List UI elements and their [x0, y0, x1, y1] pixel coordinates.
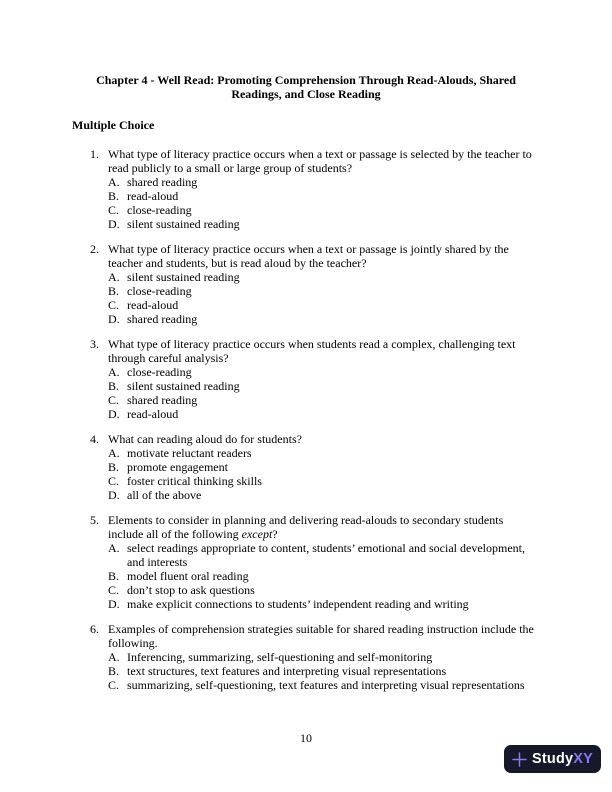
option-text: foster critical thinking skills: [127, 474, 262, 488]
option-text: read-aloud: [127, 189, 179, 203]
studyxy-logo: [504, 745, 601, 773]
brand-prefix: Study: [531, 751, 574, 767]
option-letter: B.: [108, 664, 120, 678]
option-text: silent sustained reading: [127, 379, 240, 393]
option-letter: C.: [108, 203, 120, 217]
question-number: 6.: [90, 622, 99, 636]
option-text: read-aloud: [127, 298, 179, 312]
option-letter: D.: [108, 597, 120, 611]
question-4: [72, 432, 540, 502]
question-number: 5.: [90, 513, 99, 527]
question-2-option-C: [108, 298, 540, 312]
question-2: [72, 242, 540, 326]
option-letter: D.: [108, 407, 120, 421]
option-text: close-reading: [127, 203, 192, 217]
question-text: [108, 622, 540, 650]
question-5-option-D: [108, 597, 540, 611]
question-text-segment: What can reading aloud do for students?: [108, 432, 302, 446]
question-1-option-A: [108, 175, 540, 189]
question-text-segment: What type of literacy practice occurs when a text or passage is jointly shared by the teacher and students, but is read aloud by the teacher?: [108, 242, 509, 270]
option-text: make explicit connections to students’ independent reading and writing: [127, 597, 469, 611]
question-text: [108, 242, 540, 270]
question-3-option-A: [108, 365, 540, 379]
question-2-option-A: [108, 270, 540, 284]
question-4-option-A: [108, 446, 540, 460]
option-text: read-aloud: [127, 407, 179, 421]
question-text-segment: ?: [272, 527, 278, 541]
section-heading: Multiple Choice: [72, 118, 155, 132]
question-4-option-C: [108, 474, 540, 488]
question-4-option-D: [108, 488, 540, 502]
question-6-option-B: [108, 664, 540, 678]
option-text: don’t stop to ask questions: [127, 583, 255, 597]
option-letter: A.: [108, 270, 120, 284]
option-text: promote engagement: [127, 460, 228, 474]
question-4-text-row: [72, 432, 540, 446]
option-letter: D.: [108, 312, 120, 326]
question-5-option-A: [108, 541, 540, 569]
question-2-option-D: [108, 312, 540, 326]
option-text: shared reading: [127, 175, 198, 189]
question-text-segment: Elements to consider in planning and delivering read-alouds to secondary students include all of the following: [108, 513, 504, 541]
plus-icon: [512, 752, 527, 767]
brand-suffix: XY: [573, 751, 594, 767]
option-text: silent sustained reading: [127, 270, 240, 284]
option-text: text structures, text features and interpreting visual representations: [127, 664, 447, 678]
brand-wordmark: [532, 751, 593, 767]
option-letter: B.: [108, 460, 120, 474]
question-5-text-row: [72, 513, 540, 541]
option-letter: D.: [108, 217, 120, 231]
question-1: [72, 147, 540, 231]
document-title: Chapter 4 - Well Read: Promoting Comprehension Through Read-Alouds, Shared Readings, and Close Reading: [96, 73, 516, 101]
option-letter: C.: [108, 393, 120, 407]
option-text: shared reading: [127, 393, 198, 407]
question-6: [72, 622, 540, 692]
question-6-option-C: [108, 678, 540, 692]
question-3-option-B: [108, 379, 540, 393]
question-text: [108, 147, 540, 175]
question-number: 2.: [90, 242, 99, 256]
question-1-option-C: [108, 203, 540, 217]
question-text: [108, 432, 540, 446]
option-letter: A.: [108, 446, 120, 460]
option-text: Inferencing, summarizing, self-questioning and self-monitoring: [127, 650, 433, 664]
question-2-option-B: [108, 284, 540, 298]
question-text: [108, 337, 540, 365]
question-4-option-B: [108, 460, 540, 474]
option-letter: C.: [108, 298, 120, 312]
option-letter: B.: [108, 569, 120, 583]
question-text-segment: What type of literacy practice occurs when a text or passage is selected by the teacher to read publicly to a small or large group of students?: [108, 147, 532, 175]
option-text: summarizing, self-questioning, text features and interpreting visual representations: [127, 678, 525, 692]
question-number: 3.: [90, 337, 99, 351]
question-1-text-row: [72, 147, 540, 175]
option-text: close-reading: [127, 284, 192, 298]
question-text-italic-segment: except: [241, 527, 273, 541]
option-letter: A.: [108, 175, 120, 189]
question-3-option-C: [108, 393, 540, 407]
page-number: 10: [300, 731, 312, 745]
option-letter: B.: [108, 379, 120, 393]
question-text-segment: Examples of comprehension strategies suitable for shared reading instruction include the following.: [108, 622, 534, 650]
question-6-option-A: [108, 650, 540, 664]
option-text: silent sustained reading: [127, 217, 240, 231]
option-letter: B.: [108, 189, 120, 203]
option-text: motivate reluctant readers: [127, 446, 252, 460]
question-number: 4.: [90, 432, 99, 446]
question-5-option-B: [108, 569, 540, 583]
option-letter: A.: [108, 541, 120, 555]
option-letter: C.: [108, 583, 120, 597]
question-3-option-D: [108, 407, 540, 421]
option-text: all of the above: [127, 488, 202, 502]
option-letter: D.: [108, 488, 120, 502]
option-text: shared reading: [127, 312, 198, 326]
question-text: [108, 513, 540, 541]
option-letter: A.: [108, 650, 120, 664]
question-3-text-row: [72, 337, 540, 365]
option-letter: A.: [108, 365, 120, 379]
question-2-text-row: [72, 242, 540, 270]
question-number: 1.: [90, 147, 99, 161]
question-1-option-D: [108, 217, 540, 231]
question-list: [72, 147, 540, 692]
option-letter: C.: [108, 474, 120, 488]
question-1-option-B: [108, 189, 540, 203]
question-text-segment: What type of literacy practice occurs when students read a complex, challenging text through careful analysis?: [108, 337, 516, 365]
question-5-option-C: [108, 583, 540, 597]
question-3: [72, 337, 540, 421]
option-text: model fluent oral reading: [127, 569, 249, 583]
option-text: select readings appropriate to content, students’ emotional and social development, and interests: [127, 541, 525, 569]
option-letter: B.: [108, 284, 120, 298]
question-6-text-row: [72, 622, 540, 650]
option-letter: C.: [108, 678, 120, 692]
option-text: close-reading: [127, 365, 192, 379]
question-5: [72, 513, 540, 611]
